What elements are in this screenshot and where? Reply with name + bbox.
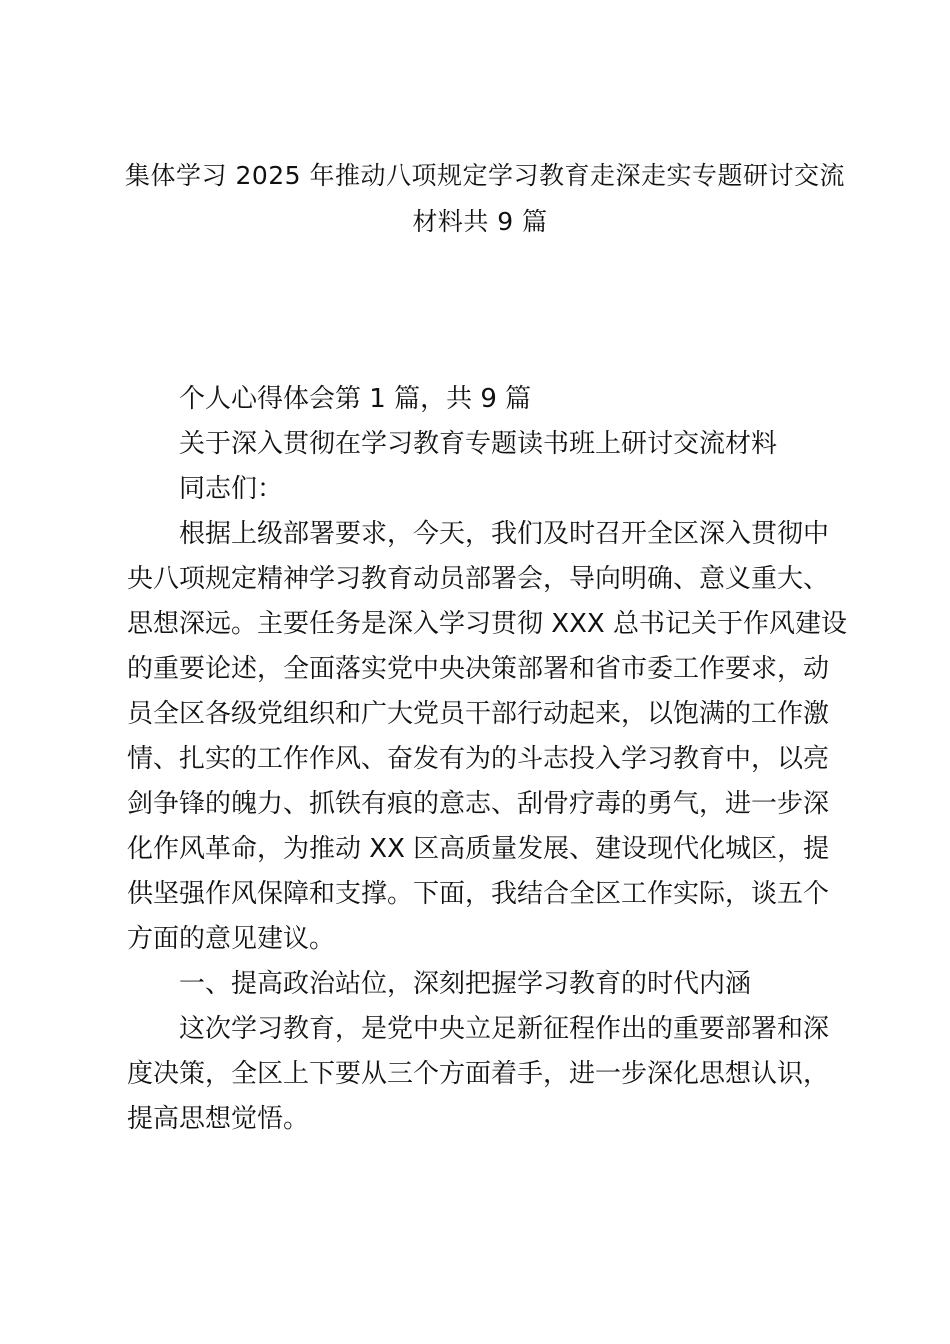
salutation: 同志们： bbox=[179, 474, 284, 504]
article-counter: 个人心得体会第 1 篇，共 9 篇 bbox=[179, 384, 532, 414]
paragraph-line: 这次学习教育，是党中央立足新征程作出的重要部署和深 bbox=[179, 1014, 830, 1044]
paragraph-1 bbox=[127, 512, 847, 962]
paragraph-line: 方面的意见建议。 bbox=[127, 924, 336, 954]
paragraph-line: 央八项规定精神学习教育动员部署会，导向明确、意义重大、 bbox=[127, 564, 830, 594]
article-title: 关于深入贯彻在学习教育专题读书班上研讨交流材料 bbox=[179, 429, 778, 459]
paragraph-line: 供坚强作风保障和支撑。下面，我结合全区工作实际，谈五个 bbox=[127, 879, 830, 909]
paragraph-2 bbox=[127, 1007, 830, 1142]
document-title bbox=[125, 153, 846, 245]
title-line-1: 集体学习 2025 年推动八项规定学习教育走深走实专题研讨交流 bbox=[125, 161, 846, 190]
paragraph-line: 的重要论述，全面落实党中央决策部署和省市委工作要求，动 bbox=[127, 654, 830, 684]
paragraph-line: 剑争锋的魄力、抓铁有痕的意志、刮骨疗毒的勇气，进一步深 bbox=[127, 789, 830, 819]
paragraph-line: 化作风革命，为推动 XX 区高质量发展、建设现代化城区，提 bbox=[127, 834, 830, 864]
paragraph-line: 思想深远。主要任务是深入学习贯彻 XXX 总书记关于作风建设 bbox=[127, 609, 847, 639]
paragraph-line: 提高思想觉悟。 bbox=[127, 1104, 310, 1134]
paragraph-line: 情、扎实的工作作风、奋发有为的斗志投入学习教育中，以亮 bbox=[127, 744, 830, 774]
paragraph-line: 根据上级部署要求，今天，我们及时召开全区深入贯彻中 bbox=[179, 519, 830, 549]
section-heading-1: 一、提高政治站位，深刻把握学习教育的时代内涵 bbox=[179, 969, 752, 999]
paragraph-line: 员全区各级党组织和广大党员干部行动起来，以饱满的工作激 bbox=[127, 699, 830, 729]
paragraph-line: 度决策，全区上下要从三个方面着手，进一步深化思想认识， bbox=[127, 1059, 830, 1089]
title-line-2: 材料共 9 篇 bbox=[412, 207, 548, 236]
document-body bbox=[127, 377, 847, 1142]
